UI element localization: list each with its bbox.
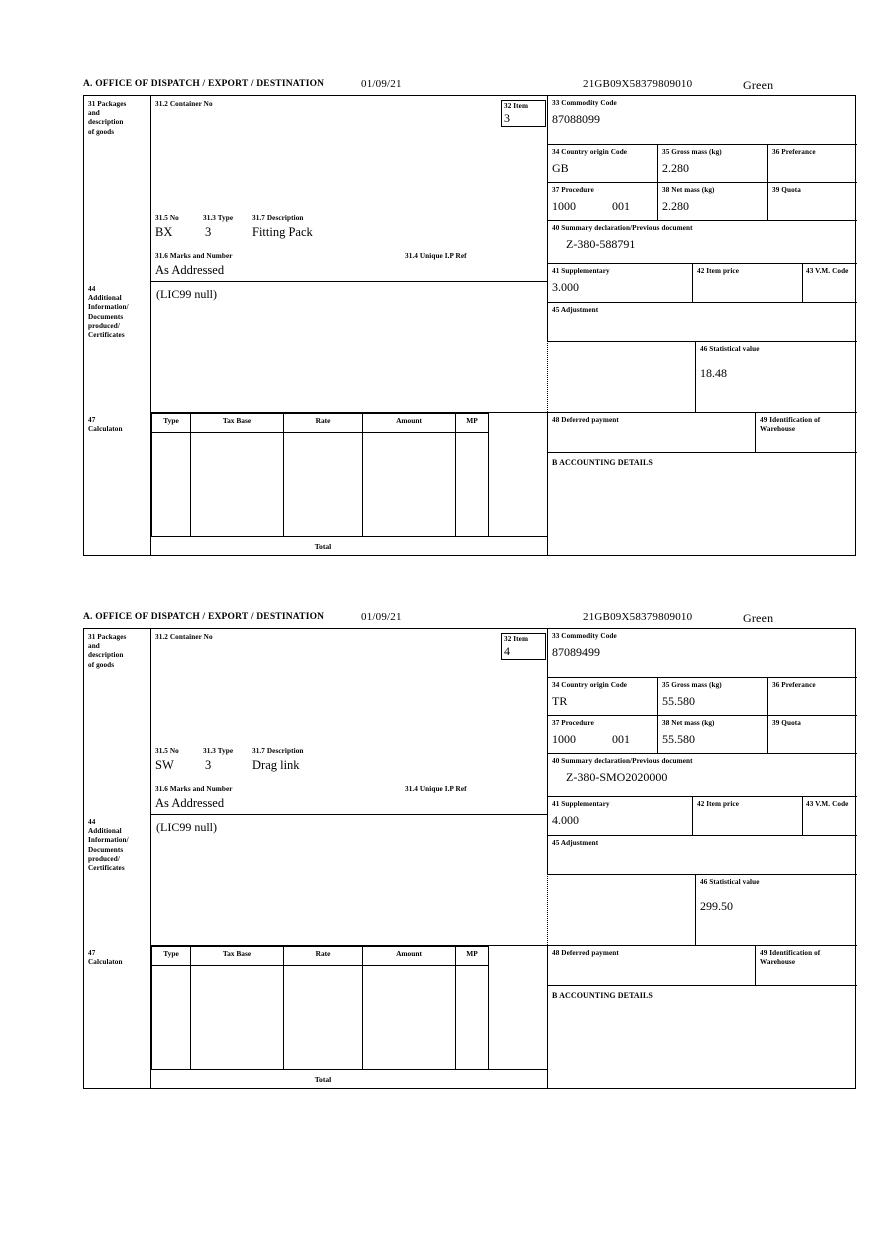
declaration-date: 01/09/21 [361,78,402,90]
field-43-label: 43 V.M. Code [806,267,849,275]
field-49-warehouse [755,412,857,452]
field-42-item-price [692,263,802,302]
field-38-label: 38 Net mass (kg) [662,719,715,727]
previous-document-value: Z-380-SMO2020000 [566,770,668,785]
total-spacer-4 [456,536,489,556]
statistical-value-area [547,874,857,945]
field-33-label: 33 Commodity Code [552,99,617,107]
field-31-7-label: 31.7 Description [252,214,304,222]
field-44-label-line6: Certificates [88,331,125,340]
field-46-label: 46 Statistical value [700,878,760,886]
field-33-label: 33 Commodity Code [552,632,617,640]
customs-declaration-item-2 [83,611,858,1089]
table-total-row [152,1069,548,1089]
field-44-label-line4: Documents [88,845,124,854]
office-of-dispatch-label: A. OFFICE OF DISPATCH / EXPORT / DESTINATION [83,612,325,622]
cell-mp [456,966,489,1070]
item-number-value: 4 [504,644,510,659]
gross-mass-value: 55.580 [662,694,695,709]
field-31-6-label: 31.6 Marks and Number [155,785,233,793]
procedure-code-a: 1000 [552,199,576,214]
package-no-value: BX [155,225,173,239]
field-44-label [84,814,150,945]
cell-rate [284,433,363,537]
field-42-label: 42 Item price [697,267,740,275]
field-47-label-line1: 47 [88,949,96,957]
total-spacer-right [489,1069,548,1089]
field-46-statistical-value [695,342,858,413]
field-37-label: 37 Procedure [552,186,594,194]
field-31-label-line3: description [88,118,124,127]
field-41-supplementary [547,263,692,302]
goods-description-area [150,629,547,814]
gross-mass-value: 2.280 [662,161,689,176]
field-34-label: 34 Country origin Code [552,681,628,689]
field-35-label: 35 Gross mass (kg) [662,681,722,689]
field-47-label-line1: 47 [88,416,96,424]
net-mass-value: 2.280 [662,199,689,214]
field-44-label-line6: Certificates [88,864,125,873]
total-spacer-3 [363,536,456,556]
statistical-value-value: 18.48 [700,366,727,381]
field-48-deferred-payment [547,412,755,452]
cell-type [152,966,191,1070]
form-header [83,78,858,95]
total-spacer-4 [456,1069,489,1089]
column-mp: MP [456,947,489,966]
table-header-row [152,947,548,966]
additional-information-value: (LIC99 null) [156,287,217,301]
field-42-item-price [692,796,802,835]
cell-type [152,433,191,537]
field-44-label-line3: Information/ [88,836,129,845]
supplementary-value: 3.000 [552,280,579,295]
commodity-code-value: 87088099 [552,112,600,127]
field-44-label-line1: 44 [88,285,96,293]
field-46-label: 46 Statistical value [700,345,760,353]
field-35-gross-mass [657,144,767,182]
field-44-label-line1: 44 [88,818,96,826]
field-49-warehouse [755,945,857,985]
calculation-table [151,413,547,556]
field-44-label-line5: produced/ [88,321,120,330]
field-43-vm-code [802,796,857,835]
field-45-adjustment [547,302,857,341]
field-48-deferred-payment [547,945,755,985]
previous-document-value: Z-380-588791 [566,237,636,252]
field-43-vm-code [802,263,857,302]
field-38-label: 38 Net mass (kg) [662,186,715,194]
column-spacer [489,947,548,966]
customs-declaration-item-1 [83,78,858,556]
field-45-label: 45 Adjustment [552,306,599,314]
column-amount: Amount [363,414,456,433]
field-31-7-label: 31.7 Description [252,747,304,755]
procedure-code-a: 1000 [552,732,576,747]
field-34-label: 34 Country origin Code [552,148,628,156]
column-type: Type [152,414,191,433]
cell-amount [363,433,456,537]
field-41-label: 41 Supplementary [552,800,610,808]
field-43-label: 43 V.M. Code [806,800,849,808]
field-44-content [150,814,547,945]
field-47-label [84,412,150,556]
field-37-label: 37 Procedure [552,719,594,727]
declaration-date: 01/09/21 [361,611,402,623]
column-tax-base: Tax Base [191,947,284,966]
field-b-accounting-details [547,985,857,1089]
field-36-preference [767,677,857,715]
marks-and-number-value: As Addressed [155,796,225,810]
table-header-row [152,414,548,433]
additional-information-value: (LIC99 null) [156,820,217,834]
cell-spacer [489,966,548,1070]
total-label: Total [284,1069,363,1089]
field-32-item-box [501,633,546,660]
field-45-label: 45 Adjustment [552,839,599,847]
field-31-label-line4: of goods [88,127,115,136]
cell-spacer [489,433,548,537]
table-total-row [152,536,548,556]
field-33-commodity-code [547,96,857,144]
field-31-label [84,629,150,814]
field-31-label [84,96,150,281]
field-37-procedure [547,715,657,753]
field-b-label: B ACCOUNTING DETAILS [552,458,653,467]
field-40-previous-document [547,753,857,796]
field-46-statistical-value [695,875,858,946]
route-status: Green [743,611,774,625]
cell-tax-base [191,966,284,1070]
column-mp: MP [456,414,489,433]
declaration-box [83,628,856,1089]
field-31-label-line1: 31 Packages [88,100,127,108]
field-42-label: 42 Item price [697,800,740,808]
column-spacer [489,414,548,433]
procedure-code-b: 001 [612,732,630,747]
column-tax-base: Tax Base [191,414,284,433]
office-of-dispatch-label: A. OFFICE OF DISPATCH / EXPORT / DESTINATION [83,79,325,89]
column-amount: Amount [363,947,456,966]
declaration-box [83,95,856,556]
total-spacer-3 [363,1069,456,1089]
column-type: Type [152,947,191,966]
field-38-net-mass [657,715,767,753]
form-header [83,611,858,628]
field-41-label: 41 Supplementary [552,267,610,275]
field-35-label: 35 Gross mass (kg) [662,148,722,156]
movement-reference-number: 21GB09X58379809010 [583,78,693,90]
field-31-3-label: 31.3 Type [203,214,234,222]
total-spacer-2 [191,536,284,556]
item-number-value: 3 [504,111,510,126]
field-31-6-label: 31.6 Marks and Number [155,252,233,260]
field-36-preference [767,144,857,182]
field-31-label-line2: and [88,109,100,118]
field-31-4-label: 31.4 Unique I.P Ref [405,252,467,260]
field-48-label: 48 Deferred payment [552,949,619,957]
field-44-content [150,281,547,412]
cell-amount [363,966,456,1070]
cell-mp [456,433,489,537]
calculation-table-wrapper [150,412,547,556]
field-31-5-label: 31.5 No [155,214,179,222]
column-rate: Rate [284,414,363,433]
field-35-gross-mass [657,677,767,715]
field-44-label-line2: Additional [88,294,122,303]
country-origin-value: TR [552,694,568,709]
cell-rate [284,966,363,1070]
commodity-code-value: 87089499 [552,645,600,660]
cell-tax-base [191,433,284,537]
field-31-label-line2: and [88,642,100,651]
statistical-value-value: 299.50 [700,899,733,914]
field-39-label: 39 Quota [772,719,801,727]
column-rate: Rate [284,947,363,966]
field-32-label: 32 Item [504,102,529,110]
field-31-label-line4: of goods [88,660,115,669]
field-31-label-line1: 31 Packages [88,633,127,641]
country-origin-value: GB [552,161,569,176]
field-38-net-mass [657,182,767,220]
total-spacer-right [489,536,548,556]
field-44-label-line5: produced/ [88,854,120,863]
field-34-country-origin [547,144,657,182]
total-label: Total [284,536,363,556]
field-49-label: 49 Identification of Warehouse [760,949,821,967]
field-40-label: 40 Summary declaration/Previous document [552,224,693,232]
field-31-4-label: 31.4 Unique I.P Ref [405,785,467,793]
field-44-label-line3: Information/ [88,303,129,312]
field-b-label: B ACCOUNTING DETAILS [552,991,653,1000]
movement-reference-number: 21GB09X58379809010 [583,611,693,623]
field-36-label: 36 Preferance [772,681,816,689]
field-31-5-label: 31.5 No [155,747,179,755]
marks-and-number-value: As Addressed [155,263,225,277]
total-spacer-left [152,1069,191,1089]
table-row [152,433,548,537]
route-status: Green [743,78,774,92]
goods-description-area [150,96,547,281]
calculation-table [151,946,547,1089]
field-37-procedure [547,182,657,220]
field-31-2-label: 31.2 Container No [155,633,213,641]
field-40-previous-document [547,220,857,263]
field-49-label: 49 Identification of Warehouse [760,416,821,434]
field-44-label-line2: Additional [88,827,122,836]
procedure-code-b: 001 [612,199,630,214]
supplementary-value: 4.000 [552,813,579,828]
field-33-commodity-code [547,629,857,677]
package-type-value: 3 [205,225,212,239]
calculation-table-wrapper [150,945,547,1089]
field-34-country-origin [547,677,657,715]
field-48-label: 48 Deferred payment [552,416,619,424]
package-description-value: Fitting Pack [252,225,313,239]
package-description-value: Drag link [252,758,300,772]
field-36-label: 36 Preferance [772,148,816,156]
field-40-label: 40 Summary declaration/Previous document [552,757,693,765]
field-44-label [84,281,150,412]
total-spacer-left [152,536,191,556]
field-39-quota [767,715,857,753]
package-no-value: SW [155,758,174,772]
net-mass-value: 55.580 [662,732,695,747]
field-b-accounting-details [547,452,857,556]
field-47-label [84,945,150,1089]
field-45-adjustment [547,835,857,874]
field-39-label: 39 Quota [772,186,801,194]
field-31-2-label: 31.2 Container No [155,100,213,108]
field-44-label-line4: Documents [88,312,124,321]
field-31-label-line3: description [88,651,124,660]
field-47-label-line2: Calculaton [88,425,123,434]
field-39-quota [767,182,857,220]
table-row [152,966,548,1070]
field-32-item-box [501,100,546,127]
package-type-value: 3 [205,758,212,772]
field-32-label: 32 Item [504,635,529,643]
field-41-supplementary [547,796,692,835]
field-31-3-label: 31.3 Type [203,747,234,755]
statistical-value-area [547,341,857,412]
total-spacer-2 [191,1069,284,1089]
field-47-label-line2: Calculaton [88,958,123,967]
